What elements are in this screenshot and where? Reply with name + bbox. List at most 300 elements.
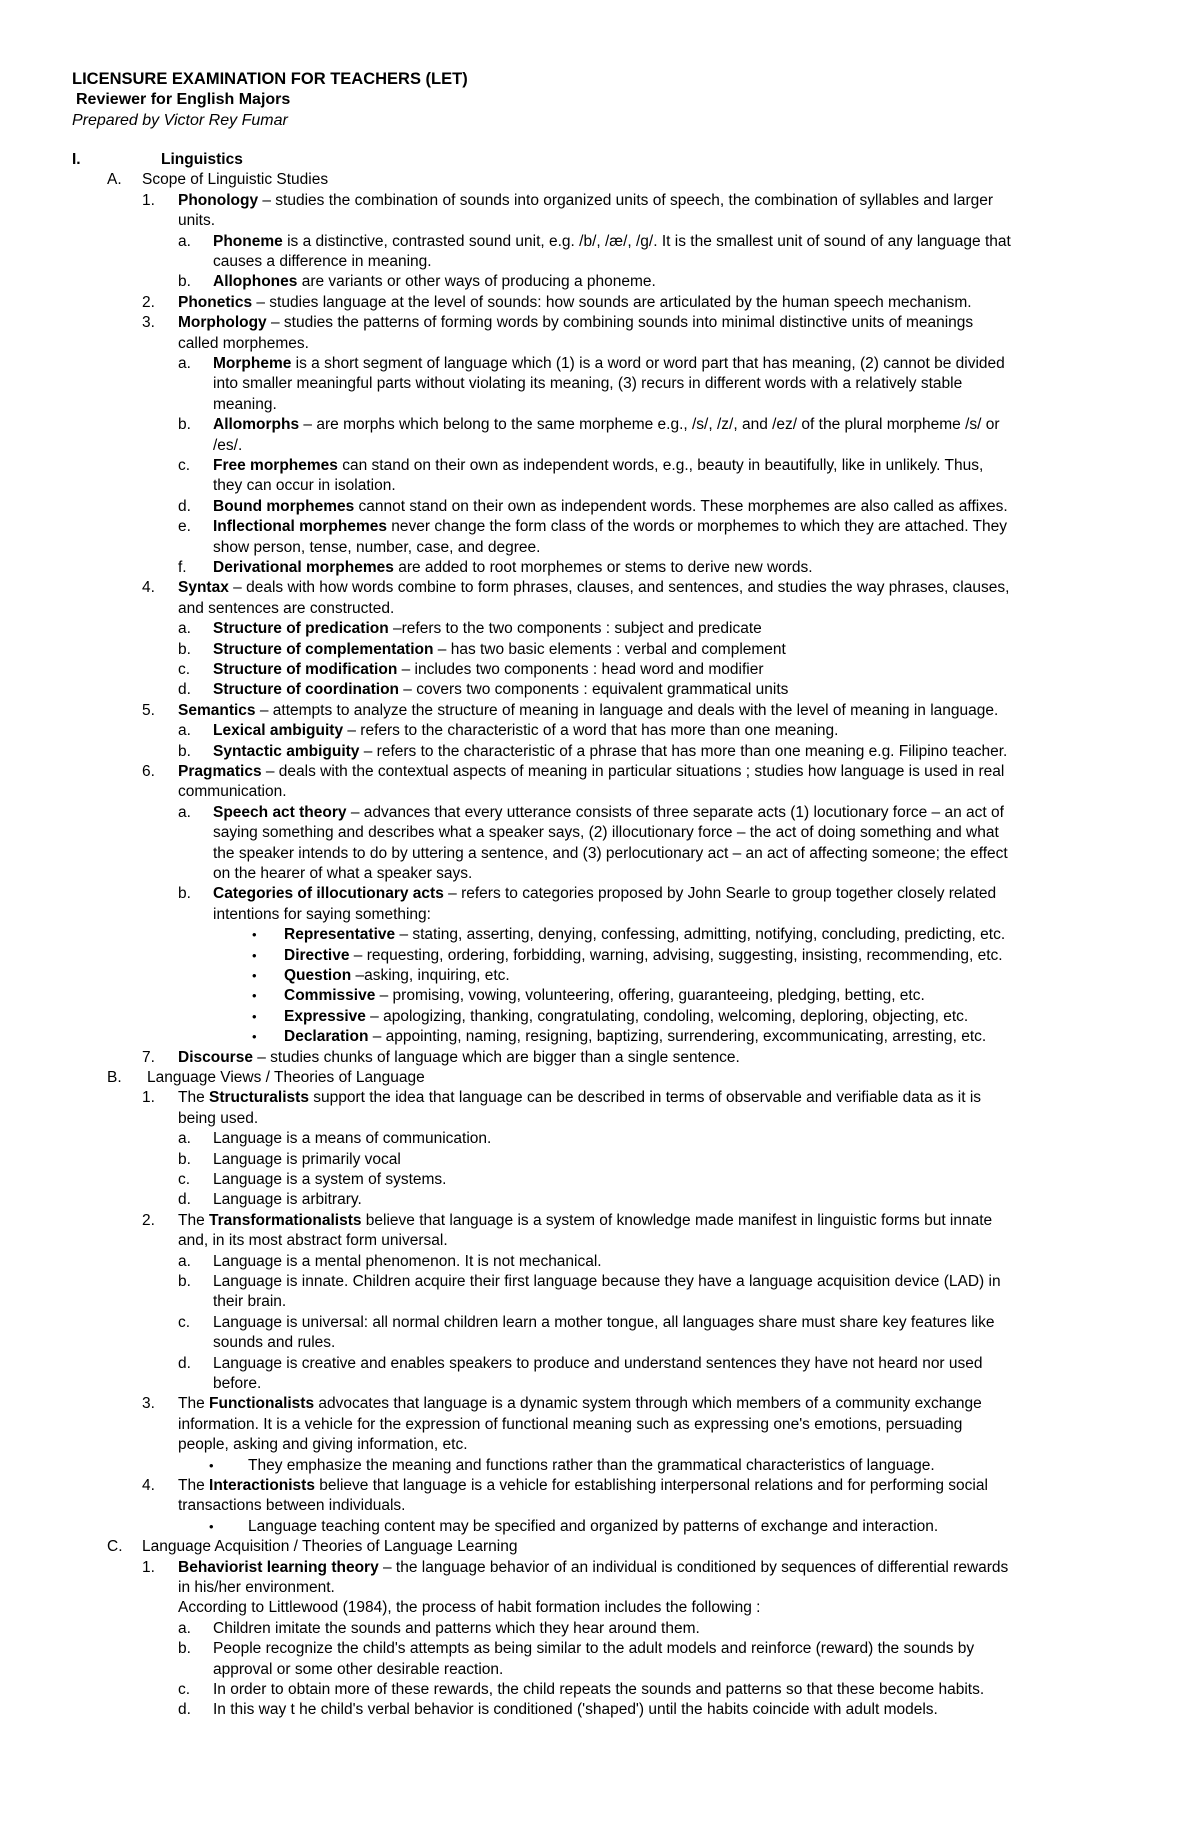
line-text (161, 150, 243, 170)
line-text (178, 313, 973, 333)
outline-line (0, 905, 1200, 925)
text-run: People recognize the child's attempts as being similar to the adult models and reinforce (reward) the sounds by (213, 1640, 975, 1658)
outline-line (0, 1231, 1200, 1251)
outline-line (0, 1700, 1200, 1720)
text-run: before. (213, 1375, 262, 1392)
text-run: – promising, vowing, volunteering, offering, guaranteeing, pledging, betting, etc. (375, 987, 925, 1005)
term-bold: Structuralists (209, 1089, 309, 1107)
text-run: –asking, inquiring, etc. (351, 967, 510, 984)
text-run: According to Littlewood (1984), the process of habit formation includes the following : (178, 1599, 761, 1617)
text-run: and, in its most abstract form universal. (178, 1232, 448, 1250)
line-text (178, 1231, 448, 1251)
outline-line (0, 1088, 1200, 1108)
text-run: show person, tense, number, case, and degree. (213, 538, 541, 556)
list-marker: d. (178, 1701, 191, 1719)
list-marker: 5. (142, 701, 155, 719)
outline-line (0, 660, 1200, 680)
text-run: being used. (178, 1109, 259, 1127)
outline-line (0, 1211, 1200, 1231)
text-run: – studies chunks of language which are bigger than a single sentence. (252, 1048, 740, 1066)
list-marker: a. (178, 1619, 191, 1637)
text-run: – apologizing, thanking, congratulating, condoling, welcoming, deploring, objecting, etc. (365, 1007, 969, 1025)
line-text (284, 925, 1005, 945)
text-run: Scope of Linguistic Studies (142, 171, 329, 189)
term-bold: Transformationalists (209, 1211, 362, 1229)
outline-line (0, 558, 1200, 578)
bullet-marker: • (252, 1008, 257, 1024)
line-text (178, 191, 993, 211)
line-text (213, 1700, 938, 1720)
outline-line (0, 946, 1200, 966)
outline-line (0, 211, 1200, 231)
list-marker: 7. (142, 1048, 155, 1066)
line-text (213, 1252, 602, 1272)
line-text (248, 1517, 938, 1537)
list-marker: c. (178, 1681, 191, 1698)
outline-line (0, 1415, 1200, 1435)
text-run: – advances that every utterance consists of three separate acts (1) locutionary force – an act of (346, 803, 1004, 821)
outline-line (0, 823, 1200, 843)
list-marker: a. (178, 355, 191, 372)
term-bold: Pragmatics (178, 763, 262, 780)
text-run: units. (178, 212, 216, 230)
text-run: intentions for saying something: (213, 905, 431, 923)
text-run: Language is a system of systems. (213, 1171, 447, 1188)
list-marker: b. (178, 1273, 191, 1290)
outline-line (0, 313, 1200, 333)
line-text (213, 803, 1004, 823)
bullet-marker: • (252, 968, 257, 983)
list-marker: b. (178, 1640, 191, 1658)
line-text (213, 640, 786, 660)
term-bold: Lexical ambiguity (213, 722, 344, 740)
line-text (213, 619, 762, 639)
line-text (178, 1109, 258, 1129)
outline-line (0, 476, 1200, 496)
outline-line (0, 334, 1200, 354)
bullet-marker: • (209, 1457, 214, 1473)
term-bold: Structure of coordination (213, 681, 399, 699)
line-text (213, 558, 813, 578)
list-marker: a. (178, 232, 191, 250)
line-text (178, 211, 215, 231)
list-marker: a. (178, 620, 191, 638)
text-run: on the hearer of what a speaker says. (213, 865, 473, 882)
list-marker: b. (178, 273, 191, 291)
line-text (213, 232, 1011, 252)
line-text (284, 986, 925, 1006)
term-bold: Syntax (178, 579, 229, 597)
text-run: – deals with how words combine to form phrases, clauses, and sentences, and studies the way phrases, clauses, (228, 579, 1010, 597)
list-marker: 1. (142, 191, 155, 209)
outline-line (0, 1150, 1200, 1170)
line-text (178, 293, 972, 313)
outline-line (0, 1476, 1200, 1496)
term-bold: Representative (284, 926, 396, 944)
line-text (178, 334, 309, 354)
line-text (213, 864, 472, 884)
line-text (213, 1190, 362, 1210)
list-marker: 4. (142, 579, 155, 597)
text-run: is a distinctive, contrasted sound unit, e.g. /b/, /æ/, /g/. It is the smallest unit of sound of any language that (282, 232, 1011, 250)
text-run: Language is primarily vocal (213, 1150, 401, 1168)
line-text (213, 1354, 983, 1374)
line-text (213, 272, 656, 292)
text-run: – requesting, ordering, forbidding, warning, advising, suggesting, insisting, recommending, etc. (349, 946, 1003, 964)
line-text (178, 1435, 468, 1455)
term-bold: Syntactic ambiguity (213, 742, 360, 760)
line-text (178, 701, 998, 721)
term-bold: Morphology (178, 314, 267, 332)
list-marker: c. (178, 457, 191, 474)
outline-line (0, 517, 1200, 537)
line-text (213, 742, 1007, 762)
outline-line (0, 1109, 1200, 1129)
term-bold: Functionalists (209, 1395, 315, 1413)
text-run: they can occur in isolation. (213, 477, 396, 495)
outline-line (0, 1252, 1200, 1272)
outline-line (0, 1354, 1200, 1374)
term-bold: Directive (284, 946, 350, 964)
text-run: Language is a mental phenomenon. It is not mechanical. (213, 1252, 602, 1270)
outline-line (0, 1190, 1200, 1210)
list-marker: b. (178, 1150, 191, 1168)
line-text (213, 1333, 335, 1353)
list-marker: d. (178, 1354, 191, 1372)
outline-line (0, 436, 1200, 456)
text-run: The (178, 1477, 210, 1494)
term-bold: Expressive (284, 1007, 366, 1025)
bullet-marker: • (252, 947, 257, 963)
line-text (147, 1068, 425, 1088)
term-bold: Inflectional morphemes (213, 518, 387, 536)
line-text (284, 966, 510, 986)
line-text (178, 1415, 962, 1435)
text-run: causes a difference in meaning. (213, 253, 432, 270)
list-marker: 3. (142, 314, 155, 332)
line-text (213, 905, 431, 925)
text-run: – studies the combination of sounds into organized units of speech, the combination of syllables and larger (258, 191, 994, 209)
line-text (284, 1027, 986, 1047)
line-text (213, 1660, 503, 1680)
outline-line (0, 1456, 1200, 1476)
text-run: Language is creative and enables speakers to produce and understand sentences they have not heard nor used (213, 1354, 983, 1372)
outline-line (0, 232, 1200, 252)
line-text (213, 456, 983, 476)
term-bold: Free morphemes (213, 457, 338, 474)
term-bold: Bound morphemes (213, 497, 355, 515)
outline-line (0, 170, 1200, 190)
outline-line (0, 1680, 1200, 1700)
term-bold: Behaviorist learning theory (178, 1558, 379, 1576)
text-run: Language Views / Theories of Language (147, 1069, 425, 1086)
line-text (213, 1313, 994, 1333)
line-text (178, 1476, 988, 1496)
text-run: sounds and rules. (213, 1334, 336, 1352)
term-bold: Structure of modification (213, 661, 398, 678)
list-marker: B. (107, 1069, 122, 1086)
line-text (178, 1598, 760, 1618)
text-run: – are morphs which belong to the same morpheme e.g., /s/, /z/, and /ez/ of the plural morpheme /s/ or (299, 416, 1000, 434)
text-run: – covers two components : equivalent grammatical units (399, 681, 789, 699)
line-text (213, 1170, 446, 1190)
line-text (142, 170, 328, 190)
outline-line (0, 1333, 1200, 1353)
line-text (178, 1578, 335, 1598)
term-bold: Discourse (178, 1048, 253, 1066)
outline-line (0, 1272, 1200, 1292)
outline-line (0, 415, 1200, 435)
list-marker: e. (178, 518, 191, 536)
outline-line (0, 1292, 1200, 1312)
outline-line (0, 803, 1200, 823)
line-text (178, 1088, 981, 1108)
outline-line (0, 986, 1200, 1006)
term-bold: Declaration (284, 1028, 369, 1046)
outline-line (0, 578, 1200, 598)
text-run: – studies language at the level of sounds: how sounds are articulated by the human speech mechanism. (252, 293, 972, 311)
term-bold: Linguistics (161, 151, 243, 168)
text-run: into smaller meaningful parts without violating its meaning, (3) recurs in different words with a relatively stable (213, 375, 963, 393)
text-run: – appointing, naming, resigning, baptizing, surrendering, excommunicating, arresting, etc. (368, 1028, 987, 1046)
text-run: their brain. (213, 1293, 287, 1311)
line-text (178, 1558, 1008, 1578)
document-subtitle: Reviewer for English Majors (76, 91, 291, 108)
bullet-marker: • (252, 1029, 257, 1045)
line-text (213, 660, 763, 680)
bullet-marker: • (252, 988, 257, 1004)
text-run: Language is universal: all normal children learn a mother tongue, all languages share must share key features like (213, 1313, 995, 1331)
text-run: meaning. (213, 395, 277, 413)
line-text (284, 946, 1003, 966)
list-marker: 2. (142, 293, 155, 311)
list-marker: b. (178, 416, 191, 434)
text-run: In this way t he child's verbal behavior is conditioned ('shaped') until the habits coincide with adult models. (213, 1701, 938, 1719)
outline-line (0, 272, 1200, 292)
outline-line (0, 640, 1200, 660)
text-run: – the language behavior of an individual is conditioned by sequences of differential rewards (378, 1558, 1009, 1576)
line-text (178, 1496, 405, 1516)
line-text (142, 1537, 517, 1557)
text-run: In order to obtain more of these rewards, the child repeats the sounds and patterns so that these become habits. (213, 1681, 985, 1698)
outline-line (0, 191, 1200, 211)
term-bold: Structure of predication (213, 620, 389, 638)
outline-line (0, 1558, 1200, 1578)
line-text (213, 476, 396, 496)
text-run: is a short segment of language which (1) is a word or word part that has meaning, (2) cannot be divided (291, 355, 1005, 372)
text-run: – refers to the characteristic of a word that has more than one meaning. (343, 722, 839, 740)
text-run: communication. (178, 783, 287, 801)
outline-line (0, 1537, 1200, 1557)
line-text (248, 1456, 935, 1476)
line-text (178, 1211, 992, 1231)
line-text (213, 823, 999, 843)
outline-line (0, 1435, 1200, 1455)
list-marker: c. (178, 1313, 191, 1331)
line-text (213, 1292, 286, 1312)
text-run: people, asking and giving information, etc. (178, 1436, 468, 1454)
term-bold: Phonetics (178, 293, 253, 311)
outline-line (0, 395, 1200, 415)
term-bold: Phoneme (213, 232, 283, 250)
line-text (213, 395, 277, 415)
text-run: – attempts to analyze the structure of meaning in language and deals with the level of meaning in language. (255, 701, 999, 719)
outline-line (0, 782, 1200, 802)
line-text (213, 1150, 401, 1170)
line-text (213, 1272, 1001, 1292)
list-marker: A. (107, 171, 122, 189)
text-run: never change the form class of the words or morphemes to which they are attached. They (386, 518, 1008, 536)
outline-line (0, 1027, 1200, 1047)
line-text (213, 884, 996, 904)
text-run: – deals with the contextual aspects of meaning in particular situations ; studies how language is used in real (261, 763, 1005, 780)
text-run: support the idea that language can be described in terms of observable and verifiable data as it is (308, 1089, 982, 1107)
text-run: Language Acquisition / Theories of Language Learning (142, 1538, 518, 1556)
text-run: Language is arbitrary. (213, 1191, 362, 1209)
text-run: The (178, 1395, 210, 1413)
term-bold: Speech act theory (213, 803, 347, 821)
outline-line (0, 742, 1200, 762)
list-marker: 4. (142, 1477, 155, 1494)
outline-line (0, 1639, 1200, 1659)
text-run: The (178, 1211, 210, 1229)
outline-line (0, 844, 1200, 864)
outline-line (0, 619, 1200, 639)
line-text (213, 680, 788, 700)
line-text (213, 538, 540, 558)
text-run: –refers to the two components : subject and predicate (388, 620, 762, 638)
outline-line (0, 1068, 1200, 1088)
term-bold: Commissive (284, 987, 376, 1005)
list-marker: c. (178, 1171, 191, 1188)
line-text (213, 1129, 491, 1149)
line-text (213, 415, 1000, 435)
list-marker: f. (178, 559, 187, 576)
text-run: are variants or other ways of producing a phoneme. (297, 273, 656, 291)
line-text (178, 599, 394, 619)
outline-line (0, 293, 1200, 313)
list-marker: c. (178, 661, 191, 678)
line-text (178, 1048, 740, 1068)
text-run: – refers to categories proposed by John Searle to group together closely related (443, 885, 997, 903)
text-run: Language is innate. Children acquire their first language because they have a language acquisition device (LAD) in (213, 1273, 1001, 1290)
text-run: – has two basic elements : verbal and complement (433, 640, 786, 658)
outline-line (0, 884, 1200, 904)
line-text (213, 844, 1008, 864)
outline-line (0, 497, 1200, 517)
text-run: are added to root morphemes or stems to derive new words. (393, 559, 813, 576)
list-marker: d. (178, 1191, 191, 1209)
outline-line (0, 1007, 1200, 1027)
outline-line (0, 925, 1200, 945)
outline-line (0, 1170, 1200, 1190)
line-text (178, 1394, 982, 1414)
bullet-marker: • (252, 927, 257, 943)
list-marker: C. (107, 1538, 123, 1556)
bullet-marker: • (209, 1518, 214, 1534)
line-text (284, 1007, 968, 1027)
outline-line (0, 701, 1200, 721)
term-bold: Categories of illocutionary acts (213, 885, 444, 903)
list-marker: b. (178, 885, 191, 903)
line-text (213, 252, 432, 272)
term-bold: Interactionists (209, 1477, 315, 1494)
list-marker: 2. (142, 1211, 155, 1229)
term-bold: Structure of complementation (213, 640, 434, 658)
text-run: approval or some other desirable reaction. (213, 1660, 504, 1678)
term-bold: Allophones (213, 273, 298, 291)
line-text (178, 782, 287, 802)
outline-line (0, 1517, 1200, 1537)
list-marker: 1. (142, 1089, 155, 1107)
line-text (213, 354, 1005, 374)
outline-line (0, 1598, 1200, 1618)
list-marker: 6. (142, 763, 155, 780)
list-marker: 3. (142, 1395, 155, 1413)
line-text (213, 517, 1007, 537)
line-text (213, 1374, 261, 1394)
text-run: information. It is a vehicle for the expression of functional meaning such as expressing one's emotions, persuading (178, 1415, 963, 1433)
text-run: Language is a means of communication. (213, 1130, 492, 1148)
line-text (213, 497, 1008, 517)
outline-line (0, 1394, 1200, 1414)
line-text (178, 762, 1004, 782)
outline-line (0, 680, 1200, 700)
text-run: Children imitate the sounds and patterns which they hear around them. (213, 1619, 700, 1637)
text-run: can stand on their own as independent words, e.g., beauty in beautifully, like in unlikely. Thus, (337, 457, 984, 474)
outline-line (0, 1313, 1200, 1333)
list-marker: I. (72, 151, 81, 168)
term-bold: Morpheme (213, 355, 292, 372)
list-marker: d. (178, 497, 191, 515)
outline-line (0, 864, 1200, 884)
term-bold: Derivational morphemes (213, 559, 394, 576)
list-marker: a. (178, 722, 191, 740)
document-title: LICENSURE EXAMINATION FOR TEACHERS (LET) (72, 70, 468, 88)
outline-line (0, 721, 1200, 741)
line-text (213, 721, 838, 741)
outline-line (0, 1578, 1200, 1598)
line-text (213, 1639, 974, 1659)
outline-line (0, 1619, 1200, 1639)
list-marker: d. (178, 681, 191, 699)
outline-line (0, 252, 1200, 272)
line-text (178, 578, 1009, 598)
document-author: Prepared by Victor Rey Fumar (72, 112, 288, 129)
text-run: believe that language is a vehicle for establishing interpersonal relations and for performing social (314, 1477, 988, 1494)
outline-line (0, 456, 1200, 476)
term-bold: Phonology (178, 191, 259, 209)
list-marker: b. (178, 640, 191, 658)
text-run: the speaker intends to do by uttering a sentence, and (3) perlocutionary act – an act of affecting someone; the effect (213, 844, 1008, 862)
outline-line (0, 1660, 1200, 1680)
line-text (213, 374, 962, 394)
text-run: /es/. (213, 436, 243, 454)
list-marker: a. (178, 1130, 191, 1148)
text-run: in his/her environment. (178, 1579, 335, 1596)
term-bold: Question (284, 967, 352, 984)
text-run: They emphasize the meaning and functions rather than the grammatical characteristics of language. (248, 1456, 935, 1474)
outline-line (0, 374, 1200, 394)
outline-line (0, 1374, 1200, 1394)
outline-line (0, 1496, 1200, 1516)
list-marker: b. (178, 742, 191, 760)
outline-line (0, 599, 1200, 619)
text-run: called morphemes. (178, 334, 309, 352)
outline-line (0, 1129, 1200, 1149)
outline-line (0, 538, 1200, 558)
text-run: and sentences are constructed. (178, 599, 395, 617)
